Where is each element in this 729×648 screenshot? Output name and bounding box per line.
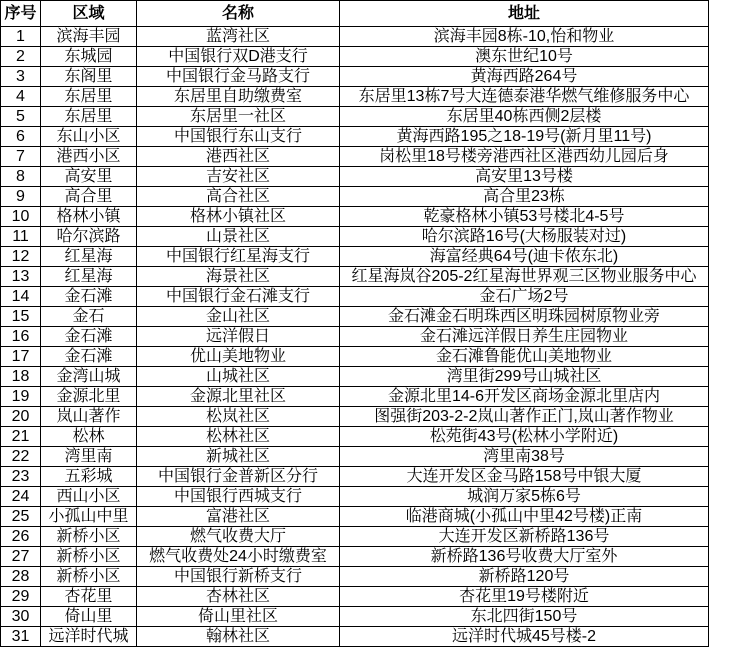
cell-index: 24	[1, 487, 41, 507]
cell-area: 红星海	[41, 267, 137, 287]
cell-name: 新城社区	[137, 447, 340, 467]
cell-area: 杏花里	[41, 587, 137, 607]
cell-area: 滨海丰园	[41, 27, 137, 47]
table-row	[1, 207, 709, 227]
cell-area: 岚山著作	[41, 407, 137, 427]
cell-address: 海富经典64号(迪卡侬东北)	[340, 247, 709, 267]
cell-address: 大连开发区新桥路136号	[340, 527, 709, 547]
cell-area: 松林	[41, 427, 137, 447]
cell-name: 杏林社区	[137, 587, 340, 607]
cell-area: 小孤山中里	[41, 507, 137, 527]
cell-address: 红星海岚谷205-2红星海世界观三区物业服务中心	[340, 267, 709, 287]
cell-address: 图强街203-2-2岚山著作正门,岚山著作物业	[340, 407, 709, 427]
cell-area: 东阁里	[41, 67, 137, 87]
cell-name: 山景社区	[137, 227, 340, 247]
table-header-row	[1, 1, 709, 27]
cell-name: 优山美地物业	[137, 347, 340, 367]
cell-name: 山城社区	[137, 367, 340, 387]
table-row	[1, 87, 709, 107]
cell-name: 中国银行红星海支行	[137, 247, 340, 267]
cell-name: 吉安社区	[137, 167, 340, 187]
cell-index: 29	[1, 587, 41, 607]
cell-index: 23	[1, 467, 41, 487]
cell-name: 金源北里社区	[137, 387, 340, 407]
table-row	[1, 27, 709, 47]
cell-index: 11	[1, 227, 41, 247]
cell-name: 金山社区	[137, 307, 340, 327]
header-area: 区域	[41, 1, 137, 27]
cell-name: 富港社区	[137, 507, 340, 527]
cell-address: 杏花里19号楼附近	[340, 587, 709, 607]
cell-name: 翰林社区	[137, 627, 340, 647]
cell-name: 格林小镇社区	[137, 207, 340, 227]
table-row	[1, 227, 709, 247]
cell-index: 18	[1, 367, 41, 387]
cell-index: 30	[1, 607, 41, 627]
cell-name: 蓝湾社区	[137, 27, 340, 47]
header-index: 序号	[1, 1, 41, 27]
table-row	[1, 167, 709, 187]
cell-index: 3	[1, 67, 41, 87]
cell-index: 25	[1, 507, 41, 527]
cell-area: 新桥小区	[41, 527, 137, 547]
cell-index: 4	[1, 87, 41, 107]
cell-address: 远洋时代城45号楼-2	[340, 627, 709, 647]
cell-address: 滨海丰园8栋-10,怡和物业	[340, 27, 709, 47]
cell-name: 中国银行新桥支行	[137, 567, 340, 587]
cell-index: 9	[1, 187, 41, 207]
cell-area: 高合里	[41, 187, 137, 207]
cell-name: 高合社区	[137, 187, 340, 207]
cell-address: 东北四街150号	[340, 607, 709, 627]
table-row	[1, 107, 709, 127]
cell-address: 岗松里18号楼旁港西社区港西幼儿园后身	[340, 147, 709, 167]
cell-address: 澳东世纪10号	[340, 47, 709, 67]
cell-index: 21	[1, 427, 41, 447]
cell-index: 20	[1, 407, 41, 427]
cell-address: 金源北里14-6开发区商场金源北里店内	[340, 387, 709, 407]
cell-name: 中国银行金普新区分行	[137, 467, 340, 487]
cell-name: 松岚社区	[137, 407, 340, 427]
cell-address: 金石滩鲁能优山美地物业	[340, 347, 709, 367]
cell-name: 倚山里社区	[137, 607, 340, 627]
table-row	[1, 47, 709, 67]
cell-area: 金石	[41, 307, 137, 327]
cell-address: 金石滩金石明珠西区明珠园树原物业旁	[340, 307, 709, 327]
table-row	[1, 347, 709, 367]
cell-area: 高安里	[41, 167, 137, 187]
cell-name: 东居里自助缴费室	[137, 87, 340, 107]
header-address: 地址	[340, 1, 709, 27]
cell-area: 红星海	[41, 247, 137, 267]
cell-area: 东居里	[41, 87, 137, 107]
cell-index: 27	[1, 547, 41, 567]
cell-area: 远洋时代城	[41, 627, 137, 647]
table-row	[1, 267, 709, 287]
cell-address: 高安里13号楼	[340, 167, 709, 187]
cell-area: 新桥小区	[41, 567, 137, 587]
table-row	[1, 487, 709, 507]
cell-name: 港西社区	[137, 147, 340, 167]
cell-name: 燃气收费处24小时缴费室	[137, 547, 340, 567]
cell-name: 中国银行金马路支行	[137, 67, 340, 87]
cell-address: 湾里南38号	[340, 447, 709, 467]
cell-index: 22	[1, 447, 41, 467]
cell-index: 8	[1, 167, 41, 187]
table-row	[1, 627, 709, 647]
cell-index: 1	[1, 27, 41, 47]
cell-address: 松苑街43号(松林小学附近)	[340, 427, 709, 447]
table-row	[1, 187, 709, 207]
table-row	[1, 127, 709, 147]
table-row	[1, 367, 709, 387]
table-row	[1, 567, 709, 587]
cell-index: 13	[1, 267, 41, 287]
cell-name: 中国银行双D港支行	[137, 47, 340, 67]
cell-area: 西山小区	[41, 487, 137, 507]
table-row	[1, 467, 709, 487]
cell-name: 海景社区	[137, 267, 340, 287]
cell-address: 黄海西路195之18-19号(新月里11号)	[340, 127, 709, 147]
cell-address: 湾里街299号山城社区	[340, 367, 709, 387]
cell-address: 城润万家5栋6号	[340, 487, 709, 507]
table-row	[1, 607, 709, 627]
table-row	[1, 287, 709, 307]
cell-address: 哈尔滨路16号(大杨服装对过)	[340, 227, 709, 247]
cell-index: 5	[1, 107, 41, 127]
cell-area: 新桥小区	[41, 547, 137, 567]
header-name: 名称	[137, 1, 340, 27]
cell-address: 新桥路136号收费大厅室外	[340, 547, 709, 567]
table-row	[1, 507, 709, 527]
cell-area: 五彩城	[41, 467, 137, 487]
cell-index: 26	[1, 527, 41, 547]
cell-address: 东居里40栋西侧2层楼	[340, 107, 709, 127]
cell-index: 19	[1, 387, 41, 407]
cell-address: 临港商城(小孤山中里42号楼)正南	[340, 507, 709, 527]
cell-index: 16	[1, 327, 41, 347]
cell-index: 28	[1, 567, 41, 587]
cell-area: 金石滩	[41, 287, 137, 307]
cell-index: 31	[1, 627, 41, 647]
cell-area: 东山小区	[41, 127, 137, 147]
cell-index: 15	[1, 307, 41, 327]
cell-area: 金源北里	[41, 387, 137, 407]
cell-index: 7	[1, 147, 41, 167]
cell-address: 金石广场2号	[340, 287, 709, 307]
cell-index: 17	[1, 347, 41, 367]
cell-area: 湾里南	[41, 447, 137, 467]
cell-index: 2	[1, 47, 41, 67]
cell-index: 14	[1, 287, 41, 307]
cell-name: 燃气收费大厅	[137, 527, 340, 547]
cell-address: 高合里23栋	[340, 187, 709, 207]
table-row	[1, 587, 709, 607]
table-row	[1, 427, 709, 447]
table-row	[1, 247, 709, 267]
cell-name: 中国银行金石滩支行	[137, 287, 340, 307]
cell-area: 东城园	[41, 47, 137, 67]
table-row	[1, 547, 709, 567]
cell-address: 新桥路120号	[340, 567, 709, 587]
cell-address: 金石滩远洋假日养生庄园物业	[340, 327, 709, 347]
cell-name: 远洋假日	[137, 327, 340, 347]
cell-area: 东居里	[41, 107, 137, 127]
cell-area: 倚山里	[41, 607, 137, 627]
table-row	[1, 307, 709, 327]
cell-area: 哈尔滨路	[41, 227, 137, 247]
cell-name: 东居里一社区	[137, 107, 340, 127]
cell-name: 中国银行西城支行	[137, 487, 340, 507]
table-row	[1, 327, 709, 347]
cell-index: 6	[1, 127, 41, 147]
cell-name: 中国银行东山支行	[137, 127, 340, 147]
table-row	[1, 447, 709, 467]
cell-address: 东居里13栋7号大连德泰港华燃气维修服务中心	[340, 87, 709, 107]
cell-address: 黄海西路264号	[340, 67, 709, 87]
cell-area: 格林小镇	[41, 207, 137, 227]
table-row	[1, 527, 709, 547]
table-row	[1, 407, 709, 427]
cell-area: 港西小区	[41, 147, 137, 167]
cell-area: 金石滩	[41, 327, 137, 347]
cell-address: 乾豪格林小镇53号楼北4-5号	[340, 207, 709, 227]
cell-name: 松林社区	[137, 427, 340, 447]
cell-address: 大连开发区金马路158号中银大厦	[340, 467, 709, 487]
cell-area: 金湾山城	[41, 367, 137, 387]
cell-index: 12	[1, 247, 41, 267]
cell-index: 10	[1, 207, 41, 227]
table-row	[1, 67, 709, 87]
table-row	[1, 387, 709, 407]
table-row	[1, 147, 709, 167]
cell-area: 金石滩	[41, 347, 137, 367]
